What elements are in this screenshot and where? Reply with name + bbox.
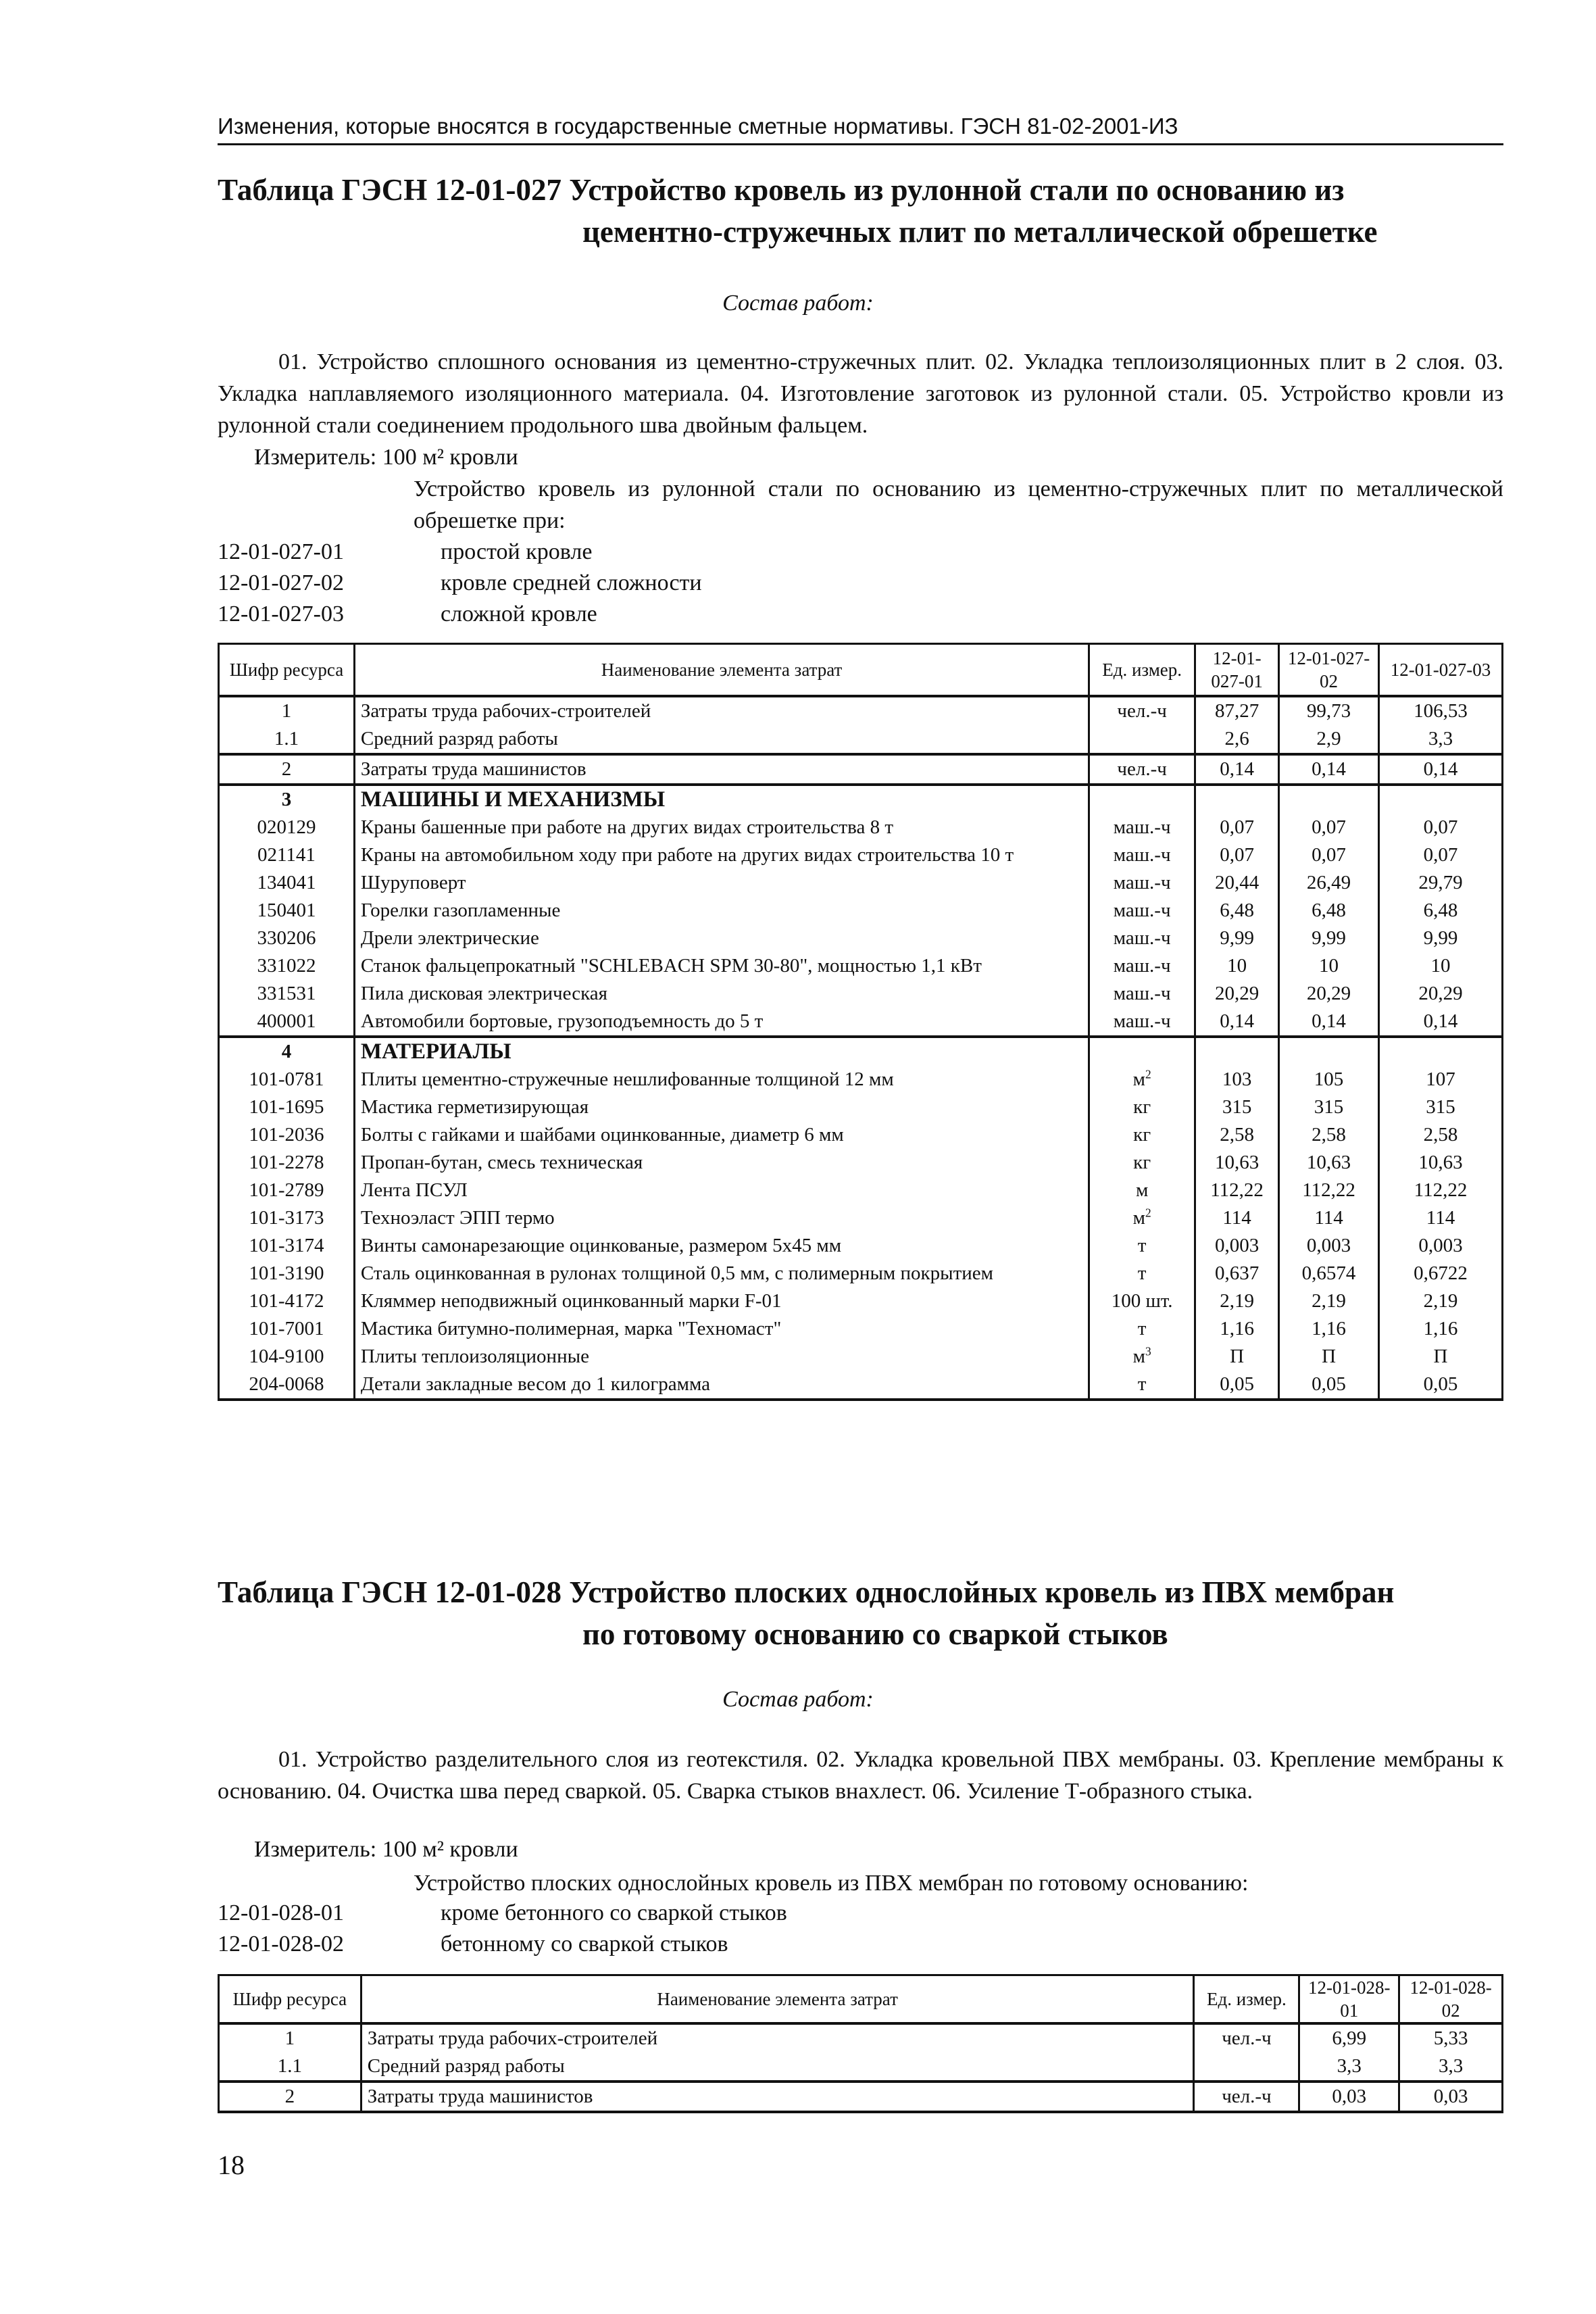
table-row — [219, 869, 1503, 897]
norm-value: П — [1279, 1343, 1379, 1371]
resource-code: 400001 — [219, 1008, 355, 1037]
cost-element-name: Краны башенные при работе на других видах строительства 8 т — [354, 814, 1089, 841]
unit: 100 шт. — [1089, 1287, 1195, 1315]
cost-element-name: Станок фальцепрокатный "SCHLEBACH SPM 30-80", мощностью 1,1 кВт — [354, 952, 1089, 980]
norm-value: 0,003 — [1379, 1232, 1503, 1260]
resource-code: 2 — [219, 2082, 361, 2112]
norm-value: 10,63 — [1195, 1149, 1279, 1177]
resource-code: 101-7001 — [219, 1315, 355, 1343]
table-row — [219, 725, 1503, 754]
unit: т — [1089, 1371, 1195, 1400]
norm-value: 106,53 — [1379, 696, 1503, 725]
norm-value: 10,63 — [1379, 1149, 1503, 1177]
header-norm-code: 12-01-028-02 — [1399, 1975, 1503, 2024]
unit-exponent: 3 — [1145, 1344, 1151, 1358]
cost-element-name: Средний разряд работы — [361, 2052, 1194, 2082]
norm-value: 0,14 — [1379, 754, 1503, 785]
table-row — [219, 1093, 1503, 1121]
unit: маш.-ч — [1089, 869, 1195, 897]
norm-value: 114 — [1195, 1204, 1279, 1232]
norm-value: 2,58 — [1195, 1121, 1279, 1149]
resource-code: 101-2789 — [219, 1177, 355, 1204]
title-line-2: цементно-стружечных плит по металлической обрешетке — [582, 215, 1378, 249]
table-row — [219, 1232, 1503, 1260]
table-row — [219, 814, 1503, 841]
norm-code-item — [218, 568, 702, 599]
norm-value: 2,58 — [1379, 1121, 1503, 1149]
table-row — [219, 2082, 1503, 2112]
norm-value: 0,637 — [1195, 1260, 1279, 1287]
table-row — [219, 952, 1503, 980]
resource-table-028 — [218, 1974, 1503, 2113]
work-composition-text: 01. Устройство сплошного основания из цементно-стружечных плит. 02. Укладка теплоизоляционных плит в 2 слоя. 03. Укладка наплавляемого изоляционного материала. 04. Изготовление заготовок из рулонной стали. 05. Устройство кровли из рулонной стали соединением продольного шва двойным фальцем. — [218, 349, 1503, 438]
running-header: Изменения, которые вносятся в государственные сметные нормативы. ГЭСН 81-02-2001-ИЗ — [218, 114, 1503, 145]
norm-value: П — [1379, 1343, 1503, 1371]
norm-subtitle: Устройство плоских однослойных кровель из ПВХ мембран по готовому основанию: — [414, 1871, 1249, 1896]
measure-value: 100 м² кровли — [382, 1837, 518, 1862]
table-row — [219, 754, 1503, 785]
cost-element-name: МАШИНЫ И МЕХАНИЗМЫ — [354, 785, 1089, 814]
resource-table-027 — [218, 643, 1503, 1401]
norm-value: 2,6 — [1195, 725, 1279, 754]
unit: кг — [1089, 1149, 1195, 1177]
header-cost-element: Наименование элемента затрат — [354, 644, 1089, 696]
table-row — [219, 2052, 1503, 2082]
work-composition-label: Состав работ: — [722, 291, 874, 316]
cost-element-name: Плиты цементно-стружечные нешлифованные толщиной 12 мм — [354, 1066, 1089, 1093]
unit: маш.-ч — [1089, 952, 1195, 980]
cost-element-name: Затраты труда машинистов — [354, 754, 1089, 785]
measure-line — [254, 1837, 518, 1863]
resource-code: 330206 — [219, 925, 355, 952]
table-row — [219, 897, 1503, 925]
measure-label: Измеритель: — [254, 1837, 377, 1862]
table-row — [219, 1371, 1503, 1400]
title-line-1: Таблица ГЭСН 12-01-028 Устройство плоских однослойных кровель из ПВХ мембран — [218, 1575, 1395, 1609]
norm-codes — [218, 537, 702, 630]
unit — [1089, 1037, 1195, 1066]
resource-code: 020129 — [219, 814, 355, 841]
resource-code: 204-0068 — [219, 1371, 355, 1400]
unit: кг — [1089, 1121, 1195, 1149]
header-norm-code: 12-01-027-02 — [1279, 644, 1379, 696]
norm-code: 12-01-028-02 — [218, 1931, 344, 1956]
norm-value: 107 — [1379, 1066, 1503, 1093]
header-cost-element: Наименование элемента затрат — [361, 1975, 1194, 2024]
page-number: 18 — [218, 2150, 245, 2180]
unit: т — [1089, 1315, 1195, 1343]
cost-element-name: Сталь оцинкованная в рулонах толщиной 0,5 мм, с полимерным покрытием — [354, 1260, 1089, 1287]
unit: $м^3$ — [1089, 1343, 1195, 1371]
resource-code: 134041 — [219, 869, 355, 897]
cost-element-name: Автомобили бортовые, грузоподъемность до 5 т — [354, 1008, 1089, 1037]
table-row — [219, 1066, 1503, 1093]
norm-value: 114 — [1279, 1204, 1379, 1232]
cost-element-name: Средний разряд работы — [354, 725, 1089, 754]
table-row — [219, 1149, 1503, 1177]
norm-value: 9,99 — [1195, 925, 1279, 952]
resource-code: 150401 — [219, 897, 355, 925]
norm-value: 0,05 — [1279, 1371, 1379, 1400]
norm-description: кроме бетонного со сваркой стыков — [441, 1900, 787, 1925]
table-row — [219, 925, 1503, 952]
unit: м — [1089, 1177, 1195, 1204]
table-title-027 — [218, 169, 1503, 253]
norm-code: 12-01-027-02 — [218, 570, 344, 595]
table-row — [219, 841, 1503, 869]
cost-element-name: Горелки газопламенные — [354, 897, 1089, 925]
norm-value: 10,63 — [1279, 1149, 1379, 1177]
norm-value: 10 — [1195, 952, 1279, 980]
norm-value: 3,3 — [1379, 725, 1503, 754]
resource-code: 101-1695 — [219, 1093, 355, 1121]
resource-code: 1 — [219, 696, 355, 725]
cost-element-name: МАТЕРИАЛЫ — [354, 1037, 1089, 1066]
norm-value: 3,3 — [1299, 2052, 1399, 2082]
norm-value — [1195, 785, 1279, 814]
table-row — [219, 696, 1503, 725]
table-title-028 — [218, 1571, 1503, 1655]
norm-value — [1379, 785, 1503, 814]
unit: маш.-ч — [1089, 980, 1195, 1008]
norm-code: 12-01-027-03 — [218, 601, 344, 626]
norm-value: 0,14 — [1379, 1008, 1503, 1037]
norm-value — [1279, 1037, 1379, 1066]
norm-value: 99,73 — [1279, 696, 1379, 725]
norm-value: 1,16 — [1195, 1315, 1279, 1343]
cost-element-name: Болты с гайками и шайбами оцинкованные, диаметр 6 мм — [354, 1121, 1089, 1149]
resource-code: 3 — [219, 785, 355, 814]
resource-code: 1.1 — [219, 725, 355, 754]
resource-code: 101-3174 — [219, 1232, 355, 1260]
cost-element-name: Лента ПСУЛ — [354, 1177, 1089, 1204]
norm-value: 2,19 — [1279, 1287, 1379, 1315]
norm-value: 6,48 — [1195, 897, 1279, 925]
norm-value — [1279, 785, 1379, 814]
resource-code: 1.1 — [219, 2052, 361, 2082]
norm-codes — [218, 1898, 787, 1960]
table-row — [219, 1121, 1503, 1149]
norm-value: 0,6722 — [1379, 1260, 1503, 1287]
norm-value: 20,29 — [1279, 980, 1379, 1008]
unit: маш.-ч — [1089, 925, 1195, 952]
norm-value: 3,3 — [1399, 2052, 1503, 2082]
cost-element-name: Винты самонарезающие оцинкованые, размером 5х45 мм — [354, 1232, 1089, 1260]
norm-value: 0,07 — [1279, 814, 1379, 841]
norm-value: 105 — [1279, 1066, 1379, 1093]
header-norm-code: 12-01-027-01 — [1195, 644, 1279, 696]
norm-value: 1,16 — [1279, 1315, 1379, 1343]
unit: т — [1089, 1260, 1195, 1287]
unit: маш.-ч — [1089, 841, 1195, 869]
table-row — [219, 1008, 1503, 1037]
norm-code: 12-01-027-01 — [218, 539, 344, 564]
resource-code: 101-4172 — [219, 1287, 355, 1315]
table-row — [219, 1315, 1503, 1343]
cost-element-name: Детали закладные весом до 1 килограмма — [354, 1371, 1089, 1400]
resource-code: 021141 — [219, 841, 355, 869]
norm-value: 0,6574 — [1279, 1260, 1379, 1287]
table-row — [219, 1343, 1503, 1371]
table-header-row — [219, 1975, 1503, 2024]
resource-code: 101-2278 — [219, 1149, 355, 1177]
unit — [1194, 2052, 1299, 2082]
norm-description: кровле средней сложности — [441, 570, 702, 595]
work-composition-label: Состав работ: — [722, 1687, 874, 1712]
norm-value: 2,9 — [1279, 725, 1379, 754]
norm-value: 9,99 — [1379, 925, 1503, 952]
title-line-1: Таблица ГЭСН 12-01-027 Устройство кровель из рулонной стали по основанию из — [218, 173, 1345, 207]
norm-value: 10 — [1279, 952, 1379, 980]
cost-element-name: Затраты труда рабочих-строителей — [354, 696, 1089, 725]
norm-value: П — [1195, 1343, 1279, 1371]
norm-value — [1195, 1037, 1279, 1066]
norm-description: простой кровле — [441, 539, 593, 564]
norm-value: 20,44 — [1195, 869, 1279, 897]
norm-value: 0,14 — [1279, 1008, 1379, 1037]
norm-value: 0,14 — [1279, 754, 1379, 785]
norm-value: 2,19 — [1195, 1287, 1279, 1315]
measure-label: Измеритель: — [254, 445, 377, 470]
cost-element-name: Затраты труда рабочих-строителей — [361, 2023, 1194, 2052]
table-row — [219, 1260, 1503, 1287]
norm-value: 112,22 — [1379, 1177, 1503, 1204]
resource-code: 4 — [219, 1037, 355, 1066]
table-row — [219, 2023, 1503, 2052]
cost-element-name: Шуруповерт — [354, 869, 1089, 897]
norm-value: 87,27 — [1195, 696, 1279, 725]
header-norm-code: 12-01-028-01 — [1299, 1975, 1399, 2024]
unit: кг — [1089, 1093, 1195, 1121]
norm-value: 2,58 — [1279, 1121, 1379, 1149]
norm-code-item — [218, 1929, 787, 1960]
norm-value: 0,07 — [1379, 841, 1503, 869]
cost-element-name: Мастика битумно-полимерная, марка "Техномаст" — [354, 1315, 1089, 1343]
norm-value: 1,16 — [1379, 1315, 1503, 1343]
table-row — [219, 1287, 1503, 1315]
cost-element-name: Кляммер неподвижный оцинкованный марки F-01 — [354, 1287, 1089, 1315]
norm-value: 6,48 — [1279, 897, 1379, 925]
norm-value: 0,07 — [1195, 814, 1279, 841]
norm-value: 112,22 — [1279, 1177, 1379, 1204]
norm-value: 5,33 — [1399, 2023, 1503, 2052]
norm-value: 315 — [1379, 1093, 1503, 1121]
work-composition-text: 01. Устройство разделительного слоя из геотекстиля. 02. Укладка кровельной ПВХ мембраны. 03. Крепление мембраны к основанию. 04. Очистка шва перед сваркой. 05. Сварка стыков внахлест. 06. Усиление Т-образного стыка. — [218, 1747, 1503, 1804]
resource-code: 101-2036 — [219, 1121, 355, 1149]
resource-code: 101-3173 — [219, 1204, 355, 1232]
cost-element-name: Мастика герметизирующая — [354, 1093, 1089, 1121]
resource-code: 331531 — [219, 980, 355, 1008]
section-row — [219, 785, 1503, 814]
norm-value: 6,48 — [1379, 897, 1503, 925]
norm-value: 9,99 — [1279, 925, 1379, 952]
norm-value: 0,03 — [1399, 2082, 1503, 2112]
unit — [1089, 785, 1195, 814]
norm-value: 10 — [1379, 952, 1503, 980]
measure-value: 100 м² кровли — [382, 445, 518, 470]
unit: чел.-ч — [1194, 2023, 1299, 2052]
unit: т — [1089, 1232, 1195, 1260]
unit: маш.-ч — [1089, 814, 1195, 841]
norm-value: 6,99 — [1299, 2023, 1399, 2052]
norm-value — [1379, 1037, 1503, 1066]
cost-element-name: Затраты труда машинистов — [361, 2082, 1194, 2112]
header-norm-code: 12-01-027-03 — [1379, 644, 1503, 696]
cost-element-name: Плиты теплоизоляционные — [354, 1343, 1089, 1371]
norm-code-item — [218, 599, 702, 630]
norm-value: 315 — [1195, 1093, 1279, 1121]
norm-value: 0,14 — [1195, 754, 1279, 785]
norm-value: 0,03 — [1299, 2082, 1399, 2112]
norm-value: 114 — [1379, 1204, 1503, 1232]
resource-code: 101-3190 — [219, 1260, 355, 1287]
unit: маш.-ч — [1089, 1008, 1195, 1037]
norm-value: 103 — [1195, 1066, 1279, 1093]
header-resource-code: Шифр ресурса — [219, 1975, 361, 2024]
unit: чел.-ч — [1089, 696, 1195, 725]
norm-code-item — [218, 537, 702, 568]
norm-code: 12-01-028-01 — [218, 1900, 344, 1925]
unit: чел.-ч — [1194, 2082, 1299, 2112]
norm-value: 315 — [1279, 1093, 1379, 1121]
unit — [1089, 725, 1195, 754]
resource-code: 101-0781 — [219, 1066, 355, 1093]
resource-code: 104-9100 — [219, 1343, 355, 1371]
table-header-row — [219, 644, 1503, 696]
norm-description: сложной кровле — [441, 601, 597, 626]
table-row — [219, 980, 1503, 1008]
cost-element-name: Краны на автомобильном ходу при работе на других видах строительства 10 т — [354, 841, 1089, 869]
table-row — [219, 1177, 1503, 1204]
unit-exponent: 2 — [1145, 1066, 1151, 1081]
header-resource-code: Шифр ресурса — [219, 644, 355, 696]
measure-line — [254, 445, 518, 470]
norm-value: 20,29 — [1379, 980, 1503, 1008]
table-row — [219, 1204, 1503, 1232]
title-line-2: по готовому основанию со сваркой стыков — [582, 1617, 1168, 1651]
norm-value: 2,19 — [1379, 1287, 1503, 1315]
unit-exponent: 2 — [1145, 1205, 1151, 1219]
resource-code: 1 — [219, 2023, 361, 2052]
norm-value: 0,05 — [1195, 1371, 1279, 1400]
norm-description: бетонному со сваркой стыков — [441, 1931, 728, 1956]
resource-code: 2 — [219, 754, 355, 785]
norm-value: 0,003 — [1279, 1232, 1379, 1260]
unit: маш.-ч — [1089, 897, 1195, 925]
norm-value: 0,003 — [1195, 1232, 1279, 1260]
header-unit: Ед. измер. — [1194, 1975, 1299, 2024]
resource-code: 331022 — [219, 952, 355, 980]
unit: $м^2$ — [1089, 1204, 1195, 1232]
norm-value: 0,07 — [1279, 841, 1379, 869]
cost-element-name: Дрели электрические — [354, 925, 1089, 952]
unit: $м^2$ — [1089, 1066, 1195, 1093]
section-row — [219, 1037, 1503, 1066]
norm-value: 0,07 — [1379, 814, 1503, 841]
norm-value: 112,22 — [1195, 1177, 1279, 1204]
norm-value: 26,49 — [1279, 869, 1379, 897]
cost-element-name: Техноэласт ЭПП термо — [354, 1204, 1089, 1232]
norm-value: 0,14 — [1195, 1008, 1279, 1037]
norm-code-item — [218, 1898, 787, 1929]
cost-element-name: Пила дисковая электрическая — [354, 980, 1089, 1008]
norm-value: 0,05 — [1379, 1371, 1503, 1400]
norm-subtitle: Устройство кровель из рулонной стали по основанию из цементно-стружечных плит по металлической обрешетке при: — [414, 476, 1503, 533]
norm-value: 29,79 — [1379, 869, 1503, 897]
cost-element-name: Пропан-бутан, смесь техническая — [354, 1149, 1089, 1177]
unit: чел.-ч — [1089, 754, 1195, 785]
norm-value: 0,07 — [1195, 841, 1279, 869]
header-unit: Ед. измер. — [1089, 644, 1195, 696]
norm-value: 20,29 — [1195, 980, 1279, 1008]
